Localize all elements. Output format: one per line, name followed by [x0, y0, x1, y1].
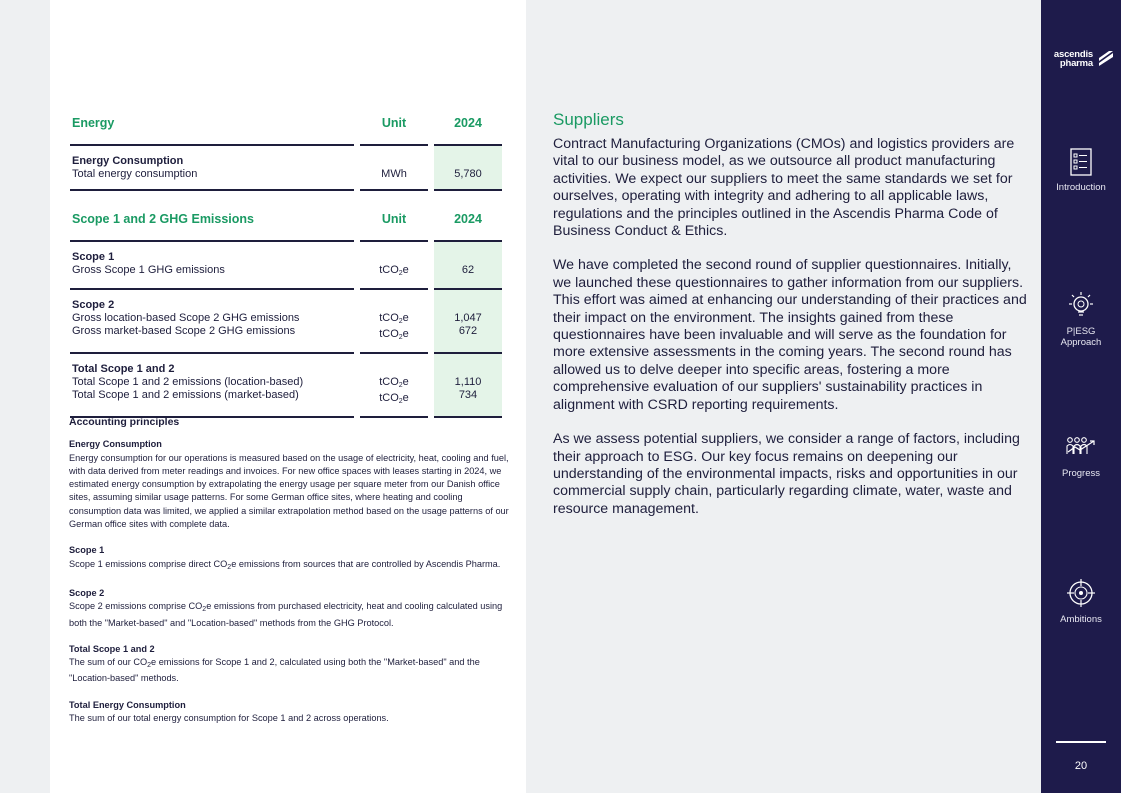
- row-label: Gross location-based Scope 2 GHG emissions: [72, 312, 300, 324]
- row-label: Total energy consumption: [72, 168, 198, 180]
- row-label: Total Scope 1 and 2 emissions (location-based): [72, 376, 304, 388]
- nav-label: P|ESG Approach: [1060, 326, 1102, 348]
- principle-text: Scope 2 emissions comprise $CO_2e$ emissions from purchased electricity, heat and cooling calculated using both the "Market-based" and "Location-based" methods from the GHG Protocol.: [69, 601, 503, 628]
- row-unit: tCO$_2$e: [379, 376, 409, 389]
- energy-table-header: [70, 116, 502, 144]
- row-unit: tCO$_2$e: [379, 328, 409, 341]
- row-unit: tCO$_2$e: [379, 392, 409, 405]
- principle-title: Total Scope 1 and 2: [69, 643, 155, 654]
- paragraph: We have completed the second round of supplier questionnaires. Initially, we launched these questionnaires to gather information from our suppliers. This effort was aimed at enhancing our understanding of their practices and their impact on the environment. The insights gained from these questionnaires have been invaluable and will serve as the foundation for more extensive assessments in the coming years. The second round has allowed us to delve deeper into specific areas, fostering a more comprehensive evaluation of our suppliers' sustainability practices in alignment with CSRD reporting requirements.: [553, 257, 1027, 413]
- row-value: 1,047: [454, 312, 482, 324]
- nav-ambitions[interactable]: [1041, 578, 1121, 625]
- people-growth-icon: [1064, 436, 1098, 462]
- nav-label: Introduction: [1056, 182, 1106, 193]
- row-label: Total Scope 1 and 2 emissions (market-based): [72, 389, 299, 401]
- header-metric: Energy: [72, 116, 115, 130]
- principle-title: Total Energy Consumption: [69, 699, 186, 710]
- row-unit: tCO$_2$e: [379, 264, 409, 277]
- nav-progress[interactable]: [1041, 436, 1121, 479]
- row-value: 672: [458, 325, 478, 337]
- row-unit: tCO$_2$e: [379, 312, 409, 325]
- paragraph: As we assess potential suppliers, we consider a range of factors, including their approach to ESG. Our key focus remains on deepening our understanding of the environmental impacts, risks and opportunities in our commercial supply chain, particularly regarding climate, water, waste and resource management.: [553, 431, 1020, 517]
- principle-text: Energy consumption for our operations is measured based on the usage of electricity, heat, cooling and fuel, with data derived from meter readings and invoices. For new office spaces with leases starting in 2024, we estimated energy consumption by extrapolating the energy usage per square meter from our Danish office sites, assuming similar usage patterns. For some German office sites, where heating and cooling consumption data was limited, we applied a similar extrapolation method based on the usage patterns of our German office sites with complete data.: [69, 452, 509, 530]
- principle-scope1: [69, 544, 509, 574]
- lightbulb-icon: [1066, 290, 1096, 320]
- principle-title: Energy Consumption: [69, 439, 162, 450]
- principle-title: Scope 2: [69, 587, 105, 598]
- header-year: 2024: [454, 116, 482, 130]
- document-list-icon: [1070, 148, 1092, 176]
- row-label: Gross Scope 1 GHG emissions: [72, 264, 225, 276]
- row-value: 5,780: [454, 168, 482, 180]
- logo-mark-icon: [1097, 49, 1115, 67]
- principle-text: The sum of our total energy consumption for Scope 1 and 2 across operations.: [69, 713, 389, 724]
- logo-text: ascendis: [1053, 49, 1093, 60]
- energy-table: [70, 116, 502, 191]
- principle-text: The sum of our $CO_2e$ emissions for Scope 1 and 2, calculated using both the "Market-based" and the "Location-based" methods.: [69, 657, 480, 684]
- table-row: [70, 290, 502, 352]
- ascendis-logo[interactable]: [1053, 48, 1113, 70]
- row-value: 734: [458, 389, 478, 401]
- table-row: [70, 242, 502, 288]
- sidebar: [1041, 0, 1121, 793]
- paragraph: Contract Manufacturing Organizations (CMOs) and logistics providers are vital to our business model, as we outsource all product manufacturing activities. We expect our suppliers to meet the same standards we set for ourselves, operating with integrity and adhering to all applicable laws, regulations and the principles outlined in the Ascendis Pharma Code of Business Conduct & Ethics.: [553, 136, 1015, 240]
- table-row: [70, 354, 502, 416]
- nav-pesg-approach[interactable]: [1041, 290, 1121, 348]
- group-title: Scope 1: [72, 251, 115, 263]
- principle-energy: [69, 438, 509, 531]
- group-title: Total Scope 1 and 2: [72, 363, 175, 375]
- nav-label: Ambitions: [1060, 614, 1102, 625]
- principle-total-energy: [69, 699, 509, 726]
- principles-title: Accounting principles: [69, 416, 180, 428]
- row-value: 62: [461, 264, 475, 276]
- row-value: 1,110: [454, 376, 482, 388]
- row-unit: MWh: [381, 168, 407, 180]
- header-unit: Unit: [381, 116, 407, 130]
- header-year: 2024: [454, 212, 482, 226]
- header-unit: Unit: [381, 212, 407, 226]
- principle-scope2: [69, 587, 509, 630]
- group-title: Scope 2: [72, 299, 115, 311]
- accounting-principles: [69, 416, 509, 738]
- group-title: Energy Consumption: [72, 155, 184, 167]
- page-number: 20: [1074, 760, 1088, 772]
- suppliers-section: [553, 110, 1031, 535]
- nav-label: Progress: [1061, 468, 1100, 479]
- ghg-table-header: [70, 212, 502, 240]
- logo-text: pharma: [1059, 58, 1093, 69]
- page-divider: [1056, 741, 1106, 743]
- principle-text: Scope 1 emissions comprise direct $CO_2e$ emissions from sources that are controlled by Ascendis Pharma.: [69, 558, 501, 571]
- target-icon: [1066, 578, 1096, 608]
- ghg-table: [70, 212, 502, 418]
- principle-title: Scope 1: [69, 545, 105, 556]
- principle-total: [69, 643, 509, 686]
- row-label: Gross market-based Scope 2 GHG emissions: [72, 325, 296, 337]
- header-metric: Scope 1 and 2 GHG Emissions: [72, 212, 255, 226]
- section-title: Suppliers: [553, 110, 624, 129]
- nav-introduction[interactable]: [1041, 148, 1121, 193]
- table-row: [70, 146, 502, 189]
